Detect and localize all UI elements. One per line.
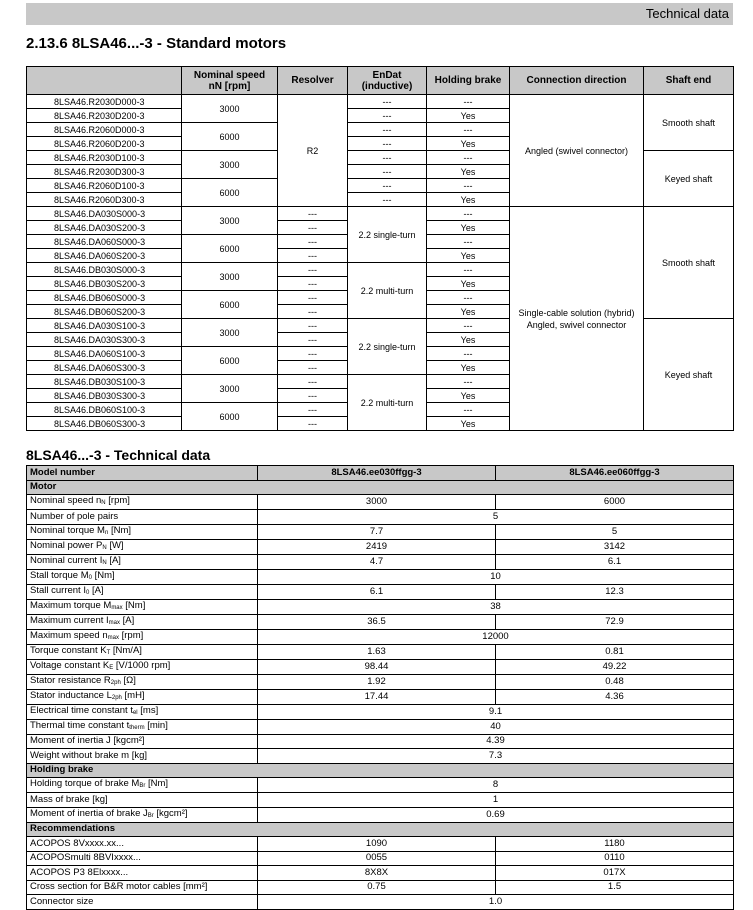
model-cell: 8LSA46.DA060S300-3 <box>27 361 182 375</box>
header-shaft-end: Shaft end <box>644 67 734 95</box>
brake-cell: Yes <box>427 389 510 403</box>
table-row <box>27 569 734 584</box>
resolver-cell: --- <box>278 305 348 319</box>
connection-cell: Single-cable solution (hybrid) Angled, swivel connector <box>510 207 644 431</box>
value-cell: 38 <box>258 599 734 614</box>
row-label: Nominal speed $n_N$ [rpm] <box>27 495 258 510</box>
section-row-motor <box>27 480 734 495</box>
model-cell: 8LSA46.DA060S200-3 <box>27 249 182 263</box>
resolver-cell: --- <box>278 263 348 277</box>
brake-cell: --- <box>427 123 510 137</box>
model-cell: 8LSA46.R2030D100-3 <box>27 151 182 165</box>
connection-cell: Angled (swivel connector) <box>510 95 644 207</box>
row-label: Connector size <box>27 895 258 910</box>
value-cell: 98.44 <box>258 659 496 674</box>
endat-cell: 2.2 multi-turn <box>348 263 427 319</box>
header-label: Technical data <box>645 6 729 21</box>
row-label: Cross section for B&R motor cables [mm²] <box>27 880 258 895</box>
value-cell: 10 <box>258 569 734 584</box>
table-row <box>27 689 734 704</box>
value-cell: 36.5 <box>258 614 496 629</box>
table-row <box>27 659 734 674</box>
section-label: Recommendations <box>27 822 734 837</box>
value-cell: 4.7 <box>258 554 496 569</box>
value-cell: 12000 <box>258 629 734 644</box>
table-row <box>27 554 734 569</box>
endat-cell: 2.2 single-turn <box>348 319 427 375</box>
model-cell: 8LSA46.DA030S300-3 <box>27 333 182 347</box>
value-cell: 6.1 <box>258 584 496 599</box>
model-cell: 8LSA46.DB060S100-3 <box>27 403 182 417</box>
resolver-cell: --- <box>278 235 348 249</box>
value-cell: 1180 <box>496 837 734 852</box>
header-holding-brake: Holding brake <box>427 67 510 95</box>
endat-cell: --- <box>348 95 427 109</box>
value-cell: 7.3 <box>258 749 734 764</box>
resolver-cell: --- <box>278 333 348 347</box>
row-label: Maximum torque $M_{max}$ [Nm] <box>27 599 258 614</box>
value-cell: 17.44 <box>258 689 496 704</box>
resolver-cell: --- <box>278 249 348 263</box>
row-label: Nominal torque $M_n$ [Nm] <box>27 524 258 539</box>
brake-cell: Yes <box>427 277 510 291</box>
speed-cell: 6000 <box>182 403 278 431</box>
endat-cell: --- <box>348 137 427 151</box>
speed-cell: 3000 <box>182 207 278 235</box>
model-cell: 8LSA46.DA060S000-3 <box>27 235 182 249</box>
brake-cell: --- <box>427 319 510 333</box>
section-row-brake <box>27 763 734 778</box>
endat-cell: --- <box>348 109 427 123</box>
table-row <box>27 749 734 764</box>
row-label: Stator resistance $R_{2ph}$ [Ω] <box>27 674 258 689</box>
brake-cell: Yes <box>427 249 510 263</box>
model-cell: 8LSA46.R2030D000-3 <box>27 95 182 109</box>
row-label: Maximum speed $n_{max}$ [rpm] <box>27 629 258 644</box>
value-cell: 2419 <box>258 539 496 554</box>
row-label: Holding torque of brake $M_{Br}$ [Nm] <box>27 778 258 793</box>
brake-cell: Yes <box>427 221 510 235</box>
speed-cell: 6000 <box>182 123 278 151</box>
endat-cell: --- <box>348 165 427 179</box>
value-cell: 4.39 <box>258 734 734 749</box>
value-cell: 0.75 <box>258 880 496 895</box>
brake-cell: Yes <box>427 417 510 431</box>
row-label: ACOPOSmulti 8BVIxxxx... <box>27 851 258 866</box>
row-label: Torque constant $K_T$ [Nm/A] <box>27 644 258 659</box>
resolver-cell: --- <box>278 277 348 291</box>
resolver-cell: --- <box>278 347 348 361</box>
table-row <box>27 880 734 895</box>
table-row <box>27 807 734 822</box>
value-cell: 5 <box>258 510 734 525</box>
model-cell: 8LSA46.DA030S200-3 <box>27 221 182 235</box>
resolver-cell: --- <box>278 221 348 235</box>
row-label: Nominal current $I_N$ [A] <box>27 554 258 569</box>
table-row <box>27 614 734 629</box>
value-cell: 7.7 <box>258 524 496 539</box>
value-cell: 0110 <box>496 851 734 866</box>
value-cell: 6000 <box>496 495 734 510</box>
speed-cell: 6000 <box>182 291 278 319</box>
table-row <box>27 510 734 525</box>
tech-table <box>26 465 734 910</box>
model-cell: 8LSA46.DB030S200-3 <box>27 277 182 291</box>
value-cell: 0055 <box>258 851 496 866</box>
resolver-cell: --- <box>278 319 348 333</box>
header-endat: EnDat (inductive) <box>348 67 427 95</box>
row-label: Weight without brake m [kg] <box>27 749 258 764</box>
brake-cell: Yes <box>427 305 510 319</box>
model-cell: 8LSA46.R2060D300-3 <box>27 193 182 207</box>
row-label: Voltage constant $K_E$ [V/1000 rpm] <box>27 659 258 674</box>
table-row <box>27 539 734 554</box>
section-label: Holding brake <box>27 763 734 778</box>
value-cell: 017X <box>496 866 734 881</box>
table-row <box>27 704 734 719</box>
header-model-number: Model number <box>27 466 258 481</box>
value-cell: 1.63 <box>258 644 496 659</box>
brake-cell: Yes <box>427 109 510 123</box>
table-row <box>27 599 734 614</box>
model-cell: 8LSA46.DB060S200-3 <box>27 305 182 319</box>
tech-title: 8LSA46...-3 - Technical data <box>26 447 211 463</box>
row-label: Moment of inertia J [kgcm²] <box>27 734 258 749</box>
value-cell: 40 <box>258 719 734 734</box>
table-row <box>27 644 734 659</box>
header-nominal-speed: Nominal speed nN [rpm] <box>182 67 278 95</box>
resolver-cell: --- <box>278 389 348 403</box>
brake-cell: --- <box>427 151 510 165</box>
resolver-cell: --- <box>278 375 348 389</box>
brake-cell: --- <box>427 207 510 221</box>
row-label: Thermal time constant $t_{therm}$ [min] <box>27 719 258 734</box>
model-cell: 8LSA46.DA060S100-3 <box>27 347 182 361</box>
row-label: Stall current $I_0$ [A] <box>27 584 258 599</box>
header-col-b: 8LSA46.ee060ffgg-3 <box>496 466 734 481</box>
table-row <box>27 95 734 109</box>
brake-cell: --- <box>427 179 510 193</box>
model-cell: 8LSA46.R2030D300-3 <box>27 165 182 179</box>
shaft-cell: Smooth shaft <box>644 207 734 319</box>
table-row <box>27 524 734 539</box>
endat-cell: 2.2 multi-turn <box>348 375 427 431</box>
model-cell: 8LSA46.DB060S000-3 <box>27 291 182 305</box>
model-cell: 8LSA46.R2060D000-3 <box>27 123 182 137</box>
speed-cell: 6000 <box>182 179 278 207</box>
table-row <box>27 866 734 881</box>
value-cell: 4.36 <box>496 689 734 704</box>
row-label: Number of pole pairs <box>27 510 258 525</box>
value-cell: 5 <box>496 524 734 539</box>
model-cell: 8LSA46.DB030S000-3 <box>27 263 182 277</box>
value-cell: 1 <box>258 793 734 808</box>
value-cell: 12.3 <box>496 584 734 599</box>
row-label: Maximum current $I_{max}$ [A] <box>27 614 258 629</box>
model-cell: 8LSA46.DA030S000-3 <box>27 207 182 221</box>
motors-table <box>26 66 734 431</box>
brake-cell: --- <box>427 95 510 109</box>
row-label: Electrical time constant $t_{el}$ [ms] <box>27 704 258 719</box>
header-resolver: Resolver <box>278 67 348 95</box>
value-cell: 6.1 <box>496 554 734 569</box>
resolver-cell: --- <box>278 417 348 431</box>
table-row <box>27 837 734 852</box>
shaft-cell: Keyed shaft <box>644 319 734 431</box>
resolver-cell: R2 <box>278 95 348 207</box>
model-cell: 8LSA46.R2060D200-3 <box>27 137 182 151</box>
brake-cell: Yes <box>427 333 510 347</box>
table-row <box>27 629 734 644</box>
row-label: Nominal power $P_N$ [W] <box>27 539 258 554</box>
speed-cell: 6000 <box>182 235 278 263</box>
row-label: Stator inductance $L_{2ph}$ [mH] <box>27 689 258 704</box>
endat-cell: --- <box>348 151 427 165</box>
speed-cell: 3000 <box>182 95 278 123</box>
shaft-cell: Keyed shaft <box>644 151 734 207</box>
header-model <box>27 67 182 95</box>
value-cell: 1.92 <box>258 674 496 689</box>
resolver-cell: --- <box>278 403 348 417</box>
header-col-a: 8LSA46.ee030ffgg-3 <box>258 466 496 481</box>
brake-cell: --- <box>427 347 510 361</box>
brake-cell: --- <box>427 235 510 249</box>
table-row <box>27 495 734 510</box>
value-cell: 0.48 <box>496 674 734 689</box>
endat-cell: --- <box>348 179 427 193</box>
row-label: Moment of inertia of brake $J_{Br}$ [kgcm²] <box>27 807 258 822</box>
speed-cell: 6000 <box>182 347 278 375</box>
table-row <box>27 719 734 734</box>
brake-cell: Yes <box>427 137 510 151</box>
value-cell: 3000 <box>258 495 496 510</box>
brake-cell: Yes <box>427 361 510 375</box>
row-label: ACOPOS P3 8Elxxxx... <box>27 866 258 881</box>
value-cell: 3142 <box>496 539 734 554</box>
table-row <box>27 851 734 866</box>
table-row <box>27 778 734 793</box>
section-row-recommendations <box>27 822 734 837</box>
resolver-cell: --- <box>278 291 348 305</box>
speed-cell: 3000 <box>182 375 278 403</box>
brake-cell: --- <box>427 375 510 389</box>
endat-cell: --- <box>348 193 427 207</box>
header-connection-direction: Connection direction <box>510 67 644 95</box>
model-cell: 8LSA46.DB030S100-3 <box>27 375 182 389</box>
table-row <box>27 734 734 749</box>
value-cell: 1.5 <box>496 880 734 895</box>
row-label: Stall torque $M_0$ [Nm] <box>27 569 258 584</box>
endat-cell: --- <box>348 123 427 137</box>
resolver-cell: --- <box>278 207 348 221</box>
value-cell: 0.81 <box>496 644 734 659</box>
section-label: Motor <box>27 480 734 495</box>
speed-cell: 3000 <box>182 319 278 347</box>
value-cell: 0.69 <box>258 807 734 822</box>
model-cell: 8LSA46.DB060S300-3 <box>27 417 182 431</box>
value-cell: 9.1 <box>258 704 734 719</box>
row-label: Mass of brake [kg] <box>27 793 258 808</box>
motors-table-header <box>27 67 734 95</box>
brake-cell: --- <box>427 403 510 417</box>
model-cell: 8LSA46.DB030S300-3 <box>27 389 182 403</box>
model-cell: 8LSA46.R2060D100-3 <box>27 179 182 193</box>
value-cell: 1090 <box>258 837 496 852</box>
speed-cell: 3000 <box>182 151 278 179</box>
header-bar <box>26 3 733 25</box>
value-cell: 8 <box>258 778 734 793</box>
table-row <box>27 584 734 599</box>
brake-cell: --- <box>427 263 510 277</box>
table-row <box>27 207 734 221</box>
row-label: ACOPOS 8Vxxxx.xx... <box>27 837 258 852</box>
model-cell: 8LSA46.R2030D200-3 <box>27 109 182 123</box>
model-cell: 8LSA46.DA030S100-3 <box>27 319 182 333</box>
table-row <box>27 674 734 689</box>
section-title: 2.13.6 8LSA46...-3 - Standard motors <box>26 35 287 52</box>
speed-cell: 3000 <box>182 263 278 291</box>
value-cell: 72.9 <box>496 614 734 629</box>
resolver-cell: --- <box>278 361 348 375</box>
table-row <box>27 895 734 910</box>
brake-cell: Yes <box>427 165 510 179</box>
value-cell: 1.0 <box>258 895 734 910</box>
value-cell: 49.22 <box>496 659 734 674</box>
brake-cell: --- <box>427 291 510 305</box>
endat-cell: 2.2 single-turn <box>348 207 427 263</box>
brake-cell: Yes <box>427 193 510 207</box>
tech-table-header <box>27 466 734 481</box>
shaft-cell: Smooth shaft <box>644 95 734 151</box>
value-cell: 8X8X <box>258 866 496 881</box>
table-row <box>27 793 734 808</box>
